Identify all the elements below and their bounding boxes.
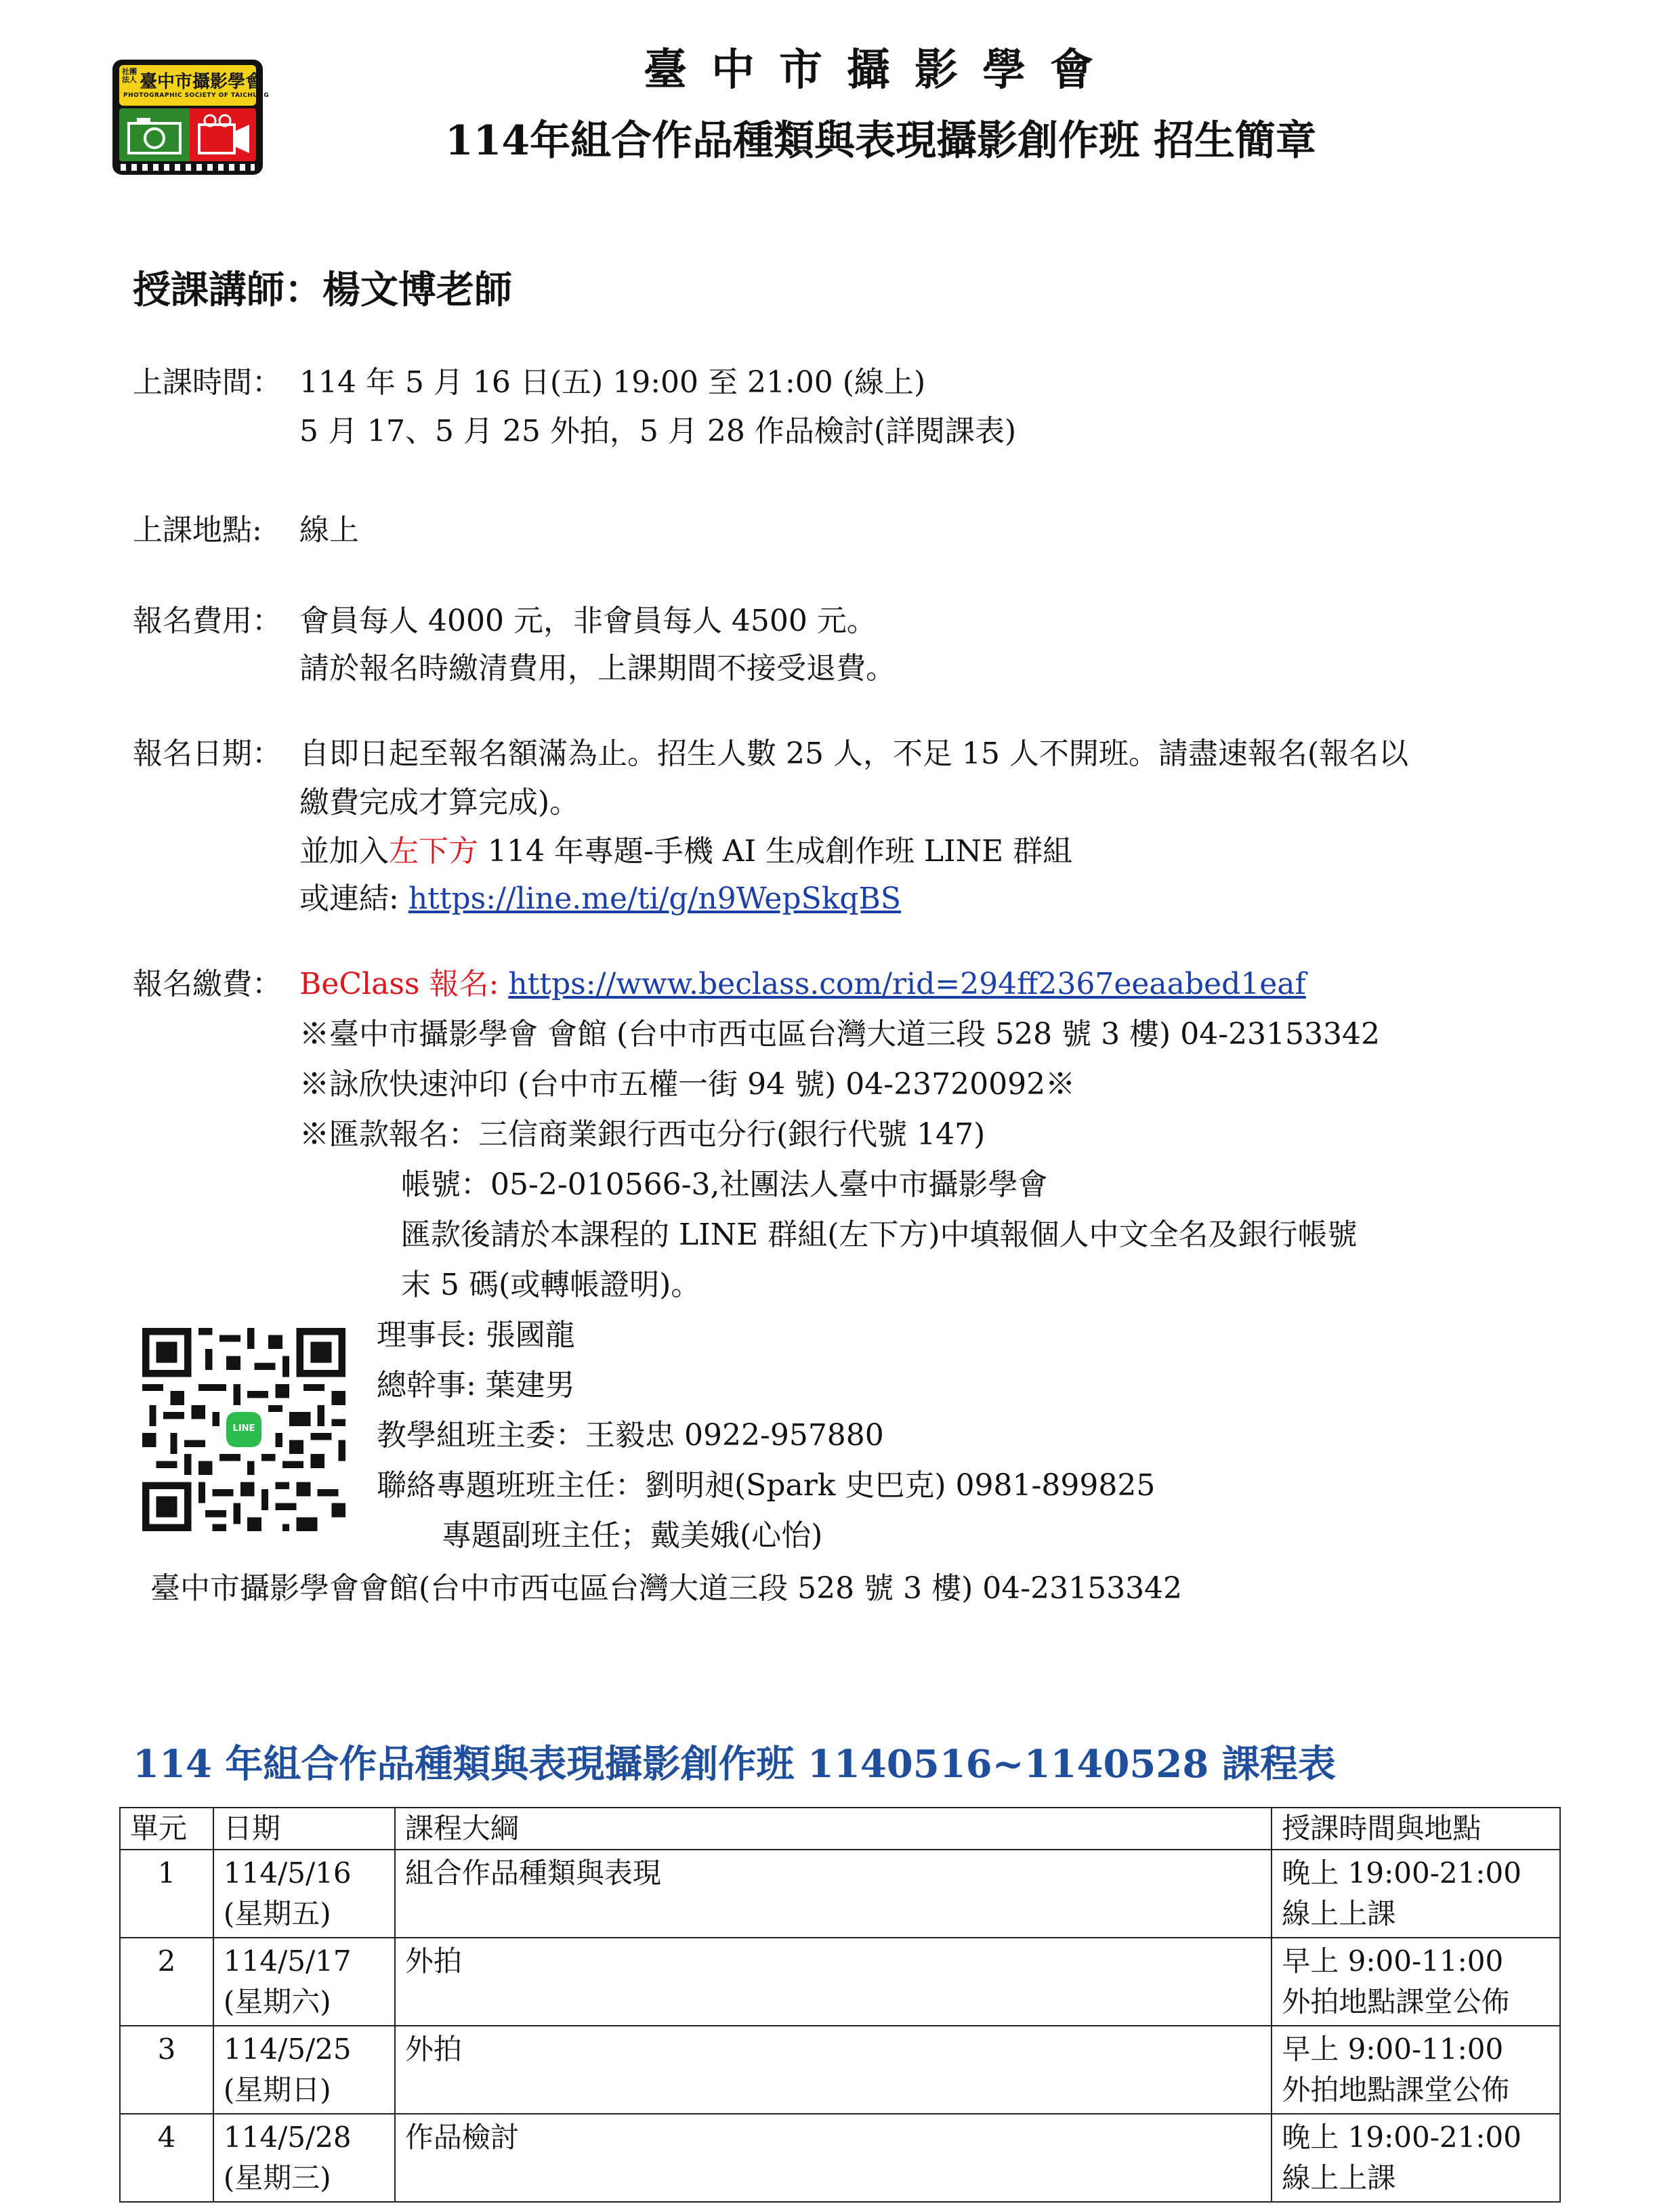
line-qr-code-icon[interactable] — [142, 1328, 345, 1531]
vice-director: 專題副班主任；戴美娥(心怡) — [442, 1518, 823, 1553]
secretary: 總幹事: 葉建男 — [377, 1368, 575, 1402]
weekday-value: (星期日) — [223, 2073, 331, 2106]
register-date-label: 報名日期： — [133, 736, 282, 771]
place-value: 外拍地點課堂公佈 — [1282, 1985, 1510, 2018]
cell-outline: 作品檢討 — [395, 2114, 1272, 2202]
date-value: 114/5/16 — [223, 1856, 352, 1890]
cell-outline: 外拍 — [395, 1938, 1272, 2026]
education-director: 教學組班主委：王毅忠 0922-957880 — [377, 1418, 884, 1453]
table-header-row — [120, 1808, 1560, 1850]
col-unit: 單元 — [120, 1808, 213, 1850]
payment-note-1: ※臺中市攝影學會 會館 (台中市西屯區台灣大道三段 528 號 3 樓) 04-23153342 — [299, 1017, 1381, 1051]
cell-time-place — [1272, 2114, 1560, 2202]
col-date: 日期 — [213, 1808, 395, 1850]
payment-note-4: 帳號：05-2-010566-3,社團法人臺中市攝影學會 — [401, 1167, 1048, 1202]
logo-sub-text: PHOTOGRAPHIC SOCIETY OF TAICHUNG — [123, 92, 270, 99]
table-row — [120, 2114, 1560, 2202]
cell-outline: 外拍 — [395, 2026, 1272, 2114]
fee-line1: 會員每人 4000 元，非會員每人 4500 元。 — [299, 604, 877, 638]
course-table-title: 114 年組合作品種類與表現攝影創作班 1140516~1140528 課程表 — [133, 1742, 1336, 1787]
place-value: 線上上課 — [1282, 2161, 1396, 2194]
course-table — [119, 1807, 1561, 2203]
org-title: 臺中市攝影學會 — [644, 45, 1118, 96]
table-row — [120, 1938, 1560, 2026]
payment-label: 報名繳費： — [133, 967, 282, 1001]
col-time-place: 授課時間與地點 — [1272, 1808, 1560, 1850]
class-time-line1: 114 年 5 月 16 日(五) 19:00 至 21:00 (線上) — [299, 365, 926, 400]
line3-highlight: 左下方 — [389, 834, 478, 869]
line-badge-text: LINE — [232, 1423, 255, 1434]
payment-note-5: 匯款後請於本課程的 LINE 群組(左下方)中填報個人中文全名及銀行帳號 — [401, 1217, 1358, 1252]
weekday-value: (星期三) — [223, 2161, 331, 2194]
weekday-value: (星期五) — [223, 1897, 331, 1930]
fee-label: 報名費用： — [133, 604, 282, 638]
time-value: 晚上 19:00-21:00 — [1282, 2121, 1521, 2154]
beclass-label: BeClass 報名: — [299, 967, 509, 1001]
cell-unit: 2 — [120, 1938, 213, 2026]
payment-note-2: ※詠欣快速沖印 (台中市五權一街 94 號) 04-23720092※ — [299, 1067, 1076, 1102]
register-date-line2: 繳費完成才算完成)。 — [299, 785, 580, 820]
cell-time-place — [1272, 1938, 1560, 2026]
cell-time-place — [1272, 2026, 1560, 2114]
cell-date — [213, 2114, 395, 2202]
link-label: 或連結: — [299, 881, 408, 916]
register-date-line1: 自即日起至報名額滿為止。招生人數 25 人，不足 15 人不開班。請盡速報名(報名以 — [299, 736, 1409, 771]
date-value: 114/5/28 — [223, 2121, 352, 2154]
cell-unit: 3 — [120, 2026, 213, 2114]
location-value: 線上 — [299, 513, 359, 547]
place-value: 線上上課 — [1282, 1897, 1396, 1930]
cell-unit: 4 — [120, 2114, 213, 2202]
cell-date — [213, 1938, 395, 2026]
teacher-heading: 授課講師：楊文博老師 — [133, 268, 512, 312]
location-label: 上課地點: — [133, 513, 262, 547]
table-row — [120, 2026, 1560, 2114]
register-date-line3 — [299, 827, 1072, 870]
chairman: 理事長: 張國龍 — [377, 1318, 575, 1352]
class-time-label: 上課時間： — [133, 365, 282, 400]
weekday-value: (星期六) — [223, 1985, 331, 2018]
cell-date — [213, 2026, 395, 2114]
beclass-link[interactable]: https://www.beclass.com/rid=294ff2367eeaabed1eaf — [508, 967, 1306, 1001]
cell-time-place — [1272, 1850, 1560, 1938]
cell-date — [213, 1850, 395, 1938]
col-outline: 課程大綱 — [395, 1808, 1272, 1850]
time-value: 早上 9:00-11:00 — [1282, 1944, 1504, 1978]
line3-pre: 並加入 — [299, 834, 389, 869]
fee-line2: 請於報名時繳清費用，上課期間不接受退費。 — [299, 651, 896, 686]
cell-unit: 1 — [120, 1850, 213, 1938]
date-value: 114/5/25 — [223, 2033, 352, 2066]
payment-beclass — [299, 959, 1306, 1003]
page-title: 114年組合作品種類與表現攝影創作班 招生簡章 — [444, 117, 1317, 165]
line3-post: 114 年專題-手機 AI 生成創作班 LINE 群組 — [478, 834, 1073, 869]
logo-title-text: 臺中市攝影學會 — [140, 72, 264, 92]
cell-outline: 組合作品種類與表現 — [395, 1850, 1272, 1938]
time-value: 晚上 19:00-21:00 — [1282, 1856, 1521, 1890]
place-value: 外拍地點課堂公佈 — [1282, 2073, 1510, 2106]
time-value: 早上 9:00-11:00 — [1282, 2033, 1504, 2066]
table-row — [120, 1850, 1560, 1938]
clubhouse-address: 臺中市攝影學會會館(台中市西屯區台灣大道三段 528 號 3 樓) 04-23153342 — [150, 1571, 1183, 1606]
class-time-line2: 5 月 17、5 月 25 外拍，5 月 28 作品檢討(詳閱課表) — [299, 414, 1017, 449]
payment-note-3: ※匯款報名：三信商業銀行西屯分行(銀行代號 147) — [299, 1117, 986, 1152]
line-group-link[interactable]: https://line.me/ti/g/n9WepSkqBS — [408, 881, 902, 916]
class-contact: 聯絡專題班班主任：劉明昶(Spark 史巴克) 0981-899825 — [377, 1468, 1156, 1503]
date-value: 114/5/17 — [223, 1944, 352, 1978]
logo-side-text: 社團法人 — [122, 67, 137, 84]
register-date-line4 — [299, 874, 901, 917]
payment-note-6: 末 5 碼(或轉帳證明)。 — [401, 1268, 701, 1302]
